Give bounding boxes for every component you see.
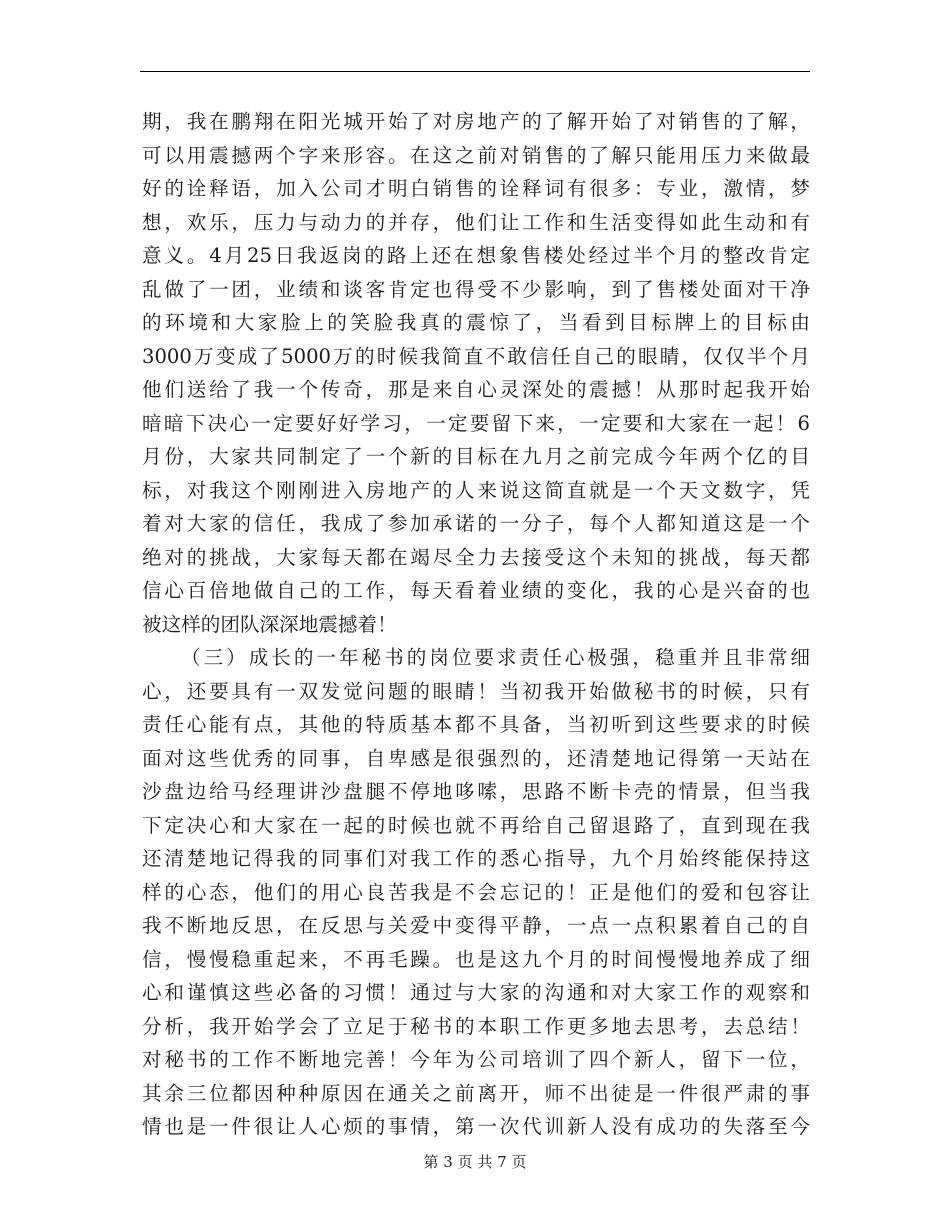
text-line: 意义。4月25日我返岗的路上还在想象售楼处经过半个月的整改肯定 <box>142 244 810 267</box>
text-line: 3000万变成了5000万的时候我简直不敢信任自己的眼睛，仅仅半个月 <box>142 344 810 368</box>
text-line: 我不断地反思，在反思与关爱中变得平静，一点一点积累着自己的自 <box>142 914 810 937</box>
text-line: 其余三位都因种种原因在通关之前离开，师不出徒是一件很严肃的事 <box>142 1081 810 1105</box>
text-line: 想，欢乐，压力与动力的并存，他们让工作和生活变得如此生动和有 <box>142 210 810 234</box>
text-line: 绝对的挑战，大家每天都在竭尽全力去接受这个未知的挑战，每天都 <box>142 545 810 569</box>
text-line: 他们送给了我一个传奇，那是来自心灵深处的震撼！从那时起我开始 <box>142 378 810 401</box>
text-line: 心和谨慎这些必备的习惯！通过与大家的沟通和对大家工作的观察和 <box>142 981 810 1004</box>
header-rule <box>140 71 810 72</box>
text-line: 月份，大家共同制定了一个新的目标在九月之前完成今年两个亿的目 <box>142 445 810 468</box>
text-line: 心，还要具有一双发觉问题的眼睛！当初我开始做秘书的时候，只有 <box>142 679 810 703</box>
text-line: 面对这些优秀的同事，自卑感是很强烈的，还清楚地记得第一天站在 <box>142 746 810 770</box>
text-line: 下定决心和大家在一起的时候也就不再给自己留退路了，直到现在我 <box>142 813 810 837</box>
text-line: 信，慢慢稳重起来，不再毛躁。也是这九个月的时间慢慢地养成了细 <box>142 947 810 971</box>
text-line: 责任心能有点，其他的特质基本都不具备，当初听到这些要求的时候 <box>142 713 810 736</box>
section-heading-line: （三）成长的一年秘书的岗位要求责任心极强，稳重并且非常细 <box>181 646 810 669</box>
text-line: 沙盘边给马经理讲沙盘腿不停地哆嗦，思路不断卡壳的情景，但当我 <box>142 780 810 803</box>
text-line: 标，对我这个刚刚进入房地产的人来说这简直就是一个天文数字，凭 <box>142 478 810 502</box>
text-line: 可以用震撼两个字来形容。在这之前对销售的了解只能用压力来做最 <box>142 143 810 167</box>
text-line: 还清楚地记得我的同事们对我工作的悉心指导，九个月始终能保持这 <box>142 847 810 870</box>
text-line: 着对大家的信任，我成了参加承诺的一分子，每个人都知道这是一个 <box>142 512 810 535</box>
body-text <box>142 105 810 1144</box>
text-line: 分析，我开始学会了立足于秘书的本职工作更多地去思考，去总结！ <box>142 1014 810 1038</box>
text-line: 对秘书的工作不断地完善！今年为公司培训了四个新人，留下一位， <box>142 1048 810 1071</box>
paragraph-end-line: 被这样的团队深深地震撼着！ <box>142 612 397 636</box>
text-line: 期，我在鹏翔在阳光城开始了对房地产的了解开始了对销售的了解， <box>142 110 810 133</box>
text-line: 好的诠释语，加入公司才明白销售的诠释词有很多：专业，激情，梦 <box>142 177 810 200</box>
text-line: 暗暗下决心一定要好好学习，一定要留下来，一定要和大家在一起！6 <box>142 411 810 435</box>
text-line: 信心百倍地做自己的工作，每天看着业绩的变化，我的心是兴奋的也 <box>142 579 810 602</box>
text-line: 样的心态，他们的用心良苦我是不会忘记的！正是他们的爱和包容让 <box>142 880 810 904</box>
text-line: 乱做了一团，业绩和谈客肯定也得受不少影响，到了售楼处面对干净 <box>142 277 810 301</box>
text-line: 情也是一件很让人心烦的事情，第一次代训新人没有成功的失落至今 <box>142 1115 810 1138</box>
page-number-footer: 第 3 页 共 7 页 <box>423 1153 527 1171</box>
text-line: 的环境和大家脸上的笑脸我真的震惊了，当看到目标牌上的目标由 <box>142 311 810 334</box>
